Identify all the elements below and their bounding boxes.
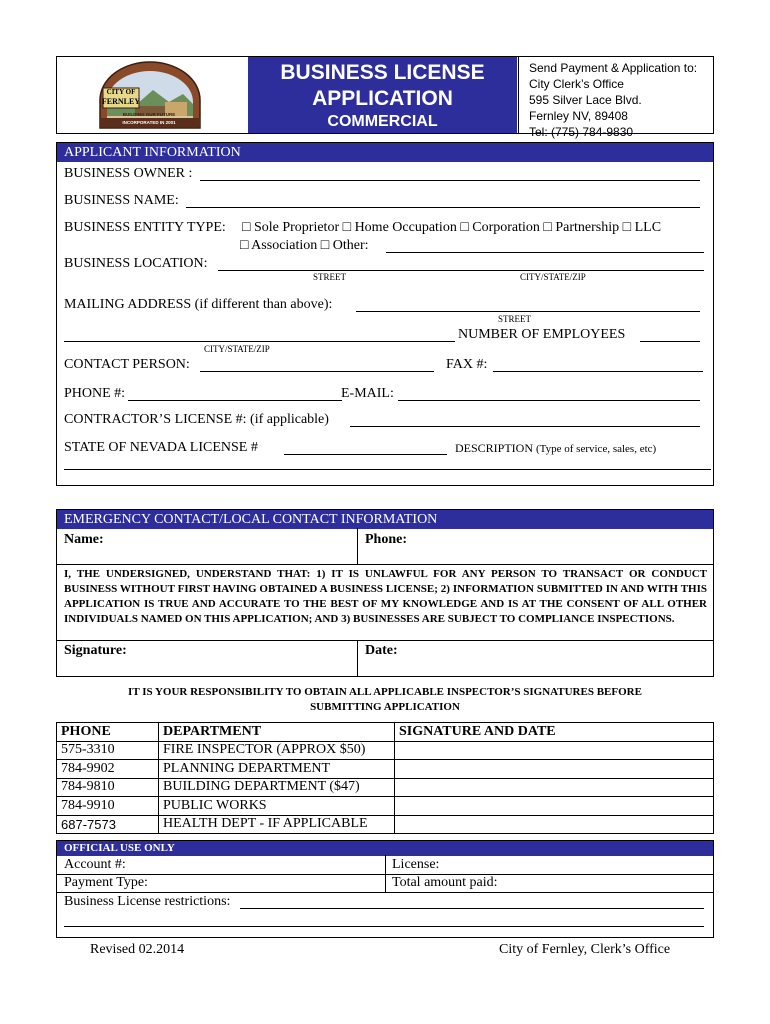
table-row	[57, 797, 714, 816]
mailing-address-field[interactable]	[356, 297, 700, 312]
signature-label[interactable]: Signature:	[64, 643, 127, 658]
send-line-2: City Clerk’s Office	[529, 77, 624, 91]
dept-signature-cell[interactable]	[395, 815, 714, 834]
entity-type-label: BUSINESS ENTITY TYPE:	[64, 220, 226, 235]
contact-person-label: CONTACT PERSON:	[64, 357, 190, 372]
dept-signature-cell[interactable]	[395, 778, 714, 797]
payment-type-label[interactable]: Payment Type:	[64, 875, 148, 890]
dept-signature-cell[interactable]	[395, 760, 714, 779]
restrictions-field[interactable]	[240, 894, 704, 909]
logo-banner: BUILDING OUR FUTURE	[122, 112, 176, 117]
business-owner-label: BUSINESS OWNER :	[64, 166, 193, 181]
signature-col-divider	[357, 640, 358, 677]
restrictions-label: Business License restrictions:	[64, 894, 231, 909]
send-line-3: 595 Silver Lace Blvd.	[529, 93, 642, 107]
description-field[interactable]	[64, 455, 711, 470]
emergency-row-border	[56, 564, 714, 565]
title-line2: APPLICATION	[312, 87, 453, 110]
dept-name: PUBLIC WORKS	[159, 797, 395, 816]
total-paid-label[interactable]: Total amount paid:	[392, 875, 498, 890]
title-line1: BUSINESS LICENSE	[280, 61, 485, 84]
logo-incorporated: INCORPORATED IN 2001	[122, 120, 176, 125]
title-sub: COMMERCIAL	[324, 113, 440, 130]
account-label[interactable]: Account #:	[64, 857, 126, 872]
table-row	[57, 778, 714, 797]
official-heading: OFFICIAL USE ONLY	[57, 841, 713, 856]
mailing-city-caption: CITY/STATE/ZIP	[204, 344, 270, 354]
title-box	[248, 57, 517, 133]
location-street-caption: STREET	[313, 272, 346, 282]
responsibility-line1: IT IS YOUR RESPONSIBILITY TO OBTAIN ALL APPLICABLE INSPECTOR’S SIGNATURES BEFORE	[128, 686, 642, 698]
business-name-field[interactable]	[186, 193, 700, 208]
col-department-header: DEPARTMENT	[159, 723, 395, 742]
dept-phone: 784-9810	[57, 778, 159, 797]
description-label	[455, 441, 656, 456]
official-row2-border	[56, 892, 714, 893]
table-row	[57, 760, 714, 779]
fax-label: FAX #:	[446, 357, 488, 372]
contractors-license-field[interactable]	[350, 412, 700, 427]
mailing-street-caption: STREET	[498, 314, 531, 324]
emergency-name-label[interactable]: Name:	[64, 532, 104, 547]
email-label: E-MAIL:	[341, 386, 394, 401]
business-location-label: BUSINESS LOCATION:	[64, 256, 208, 271]
location-city-caption: CITY/STATE/ZIP	[520, 272, 586, 282]
state-license-label: STATE OF NEVADA LICENSE #	[64, 440, 258, 455]
official-col-divider	[385, 855, 386, 892]
dept-name: HEALTH DEPT - IF APPLICABLE	[159, 815, 395, 834]
dept-phone: 575-3310	[57, 741, 159, 760]
business-location-field[interactable]	[218, 256, 704, 271]
city-logo	[95, 60, 205, 130]
dept-phone: 784-9910	[57, 797, 159, 816]
dept-name: FIRE INSPECTOR (APPROX $50)	[159, 741, 395, 760]
restrictions-field-2[interactable]	[64, 914, 704, 927]
mailing-city-field[interactable]	[64, 327, 455, 342]
declaration-text: I, THE UNDERSIGNED, UNDERSTAND THAT: 1) IT IS UNLAWFUL FOR ANY PERSON TO TRANSACT OR CONDUCT BUSINESS WITHOUT FIRST HAVING OBTAINED A BUSINESS LICENSE; 2) INFORMATION SUBMITTED IN AND WITH THIS APPLICATION IS TRUE AND ACCURATE TO THE BEST OF MY KNOWLEDGE AND IS AT THE CONSENT OF ALL OTHER INDIVIDUALS NAMED ON THIS APPLICATION; AND 3) BUSINESSES ARE SUBJECT TO COMPLIANCE INSPECTIONS.	[64, 568, 707, 625]
responsibility-line2: SUBMITTING APPLICATION	[310, 701, 460, 713]
business-name-label: BUSINESS NAME:	[64, 193, 179, 208]
phone-label: PHONE #:	[64, 386, 126, 401]
contractors-license-label: CONTRACTOR’S LICENSE #: (if applicable)	[64, 412, 329, 427]
license-label[interactable]: License:	[392, 857, 440, 872]
phone-field[interactable]	[128, 386, 342, 401]
send-payment-address	[518, 57, 714, 139]
entity-type-options[interactable]: □ Sole Proprietor □ Home Occupation □ Corporation □ Partnership □ LLC	[242, 220, 662, 235]
dept-signature-cell[interactable]	[395, 797, 714, 816]
emergency-heading: EMERGENCY CONTACT/LOCAL CONTACT INFORMATION	[57, 510, 713, 529]
applicant-heading: APPLICANT INFORMATION	[57, 143, 713, 162]
contact-person-field[interactable]	[200, 357, 434, 372]
emergency-col-divider	[357, 528, 358, 564]
dept-name: PLANNING DEPARTMENT	[159, 760, 395, 779]
date-label[interactable]: Date:	[365, 643, 398, 658]
fax-field[interactable]	[493, 357, 703, 372]
send-line-1: Send Payment & Application to:	[529, 61, 698, 75]
revised-date: Revised 02.2014	[90, 942, 185, 957]
col-phone-header: PHONE	[57, 723, 159, 742]
dept-name: BUILDING DEPARTMENT ($47)	[159, 778, 395, 797]
state-license-field[interactable]	[284, 440, 447, 455]
dept-phone: 687-7573	[57, 815, 159, 834]
departments-table	[56, 722, 714, 834]
emergency-phone-label[interactable]: Phone:	[365, 532, 407, 547]
table-row	[57, 815, 714, 834]
employees-label: NUMBER OF EMPLOYEES	[458, 327, 626, 342]
footer-office: City of Fernley, Clerk’s Office	[499, 942, 671, 957]
dept-signature-cell[interactable]	[395, 741, 714, 760]
table-row	[57, 741, 714, 760]
employees-field[interactable]	[640, 327, 700, 342]
send-line-4: Fernley NV, 89408	[529, 109, 628, 123]
signature-row-border	[56, 640, 714, 641]
send-line-5: Tel: (775) 784-9830	[529, 125, 634, 139]
email-field[interactable]	[398, 386, 700, 401]
description-hint: (Type of service, sales, etc)	[536, 443, 657, 455]
col-signature-header: SIGNATURE AND DATE	[395, 723, 714, 742]
dept-phone: 784-9902	[57, 760, 159, 779]
description-label-text: DESCRIPTION	[455, 441, 534, 455]
entity-type-options-2[interactable]: □ Association □ Other:	[240, 238, 369, 253]
mailing-address-label: MAILING ADDRESS (if different than above):	[64, 297, 333, 312]
logo-line1: CITY OF	[106, 88, 136, 96]
table-header-row	[57, 723, 714, 742]
entity-other-field[interactable]	[386, 238, 704, 253]
business-owner-field[interactable]	[200, 166, 700, 181]
logo-line2: FERNLEY	[101, 97, 141, 106]
